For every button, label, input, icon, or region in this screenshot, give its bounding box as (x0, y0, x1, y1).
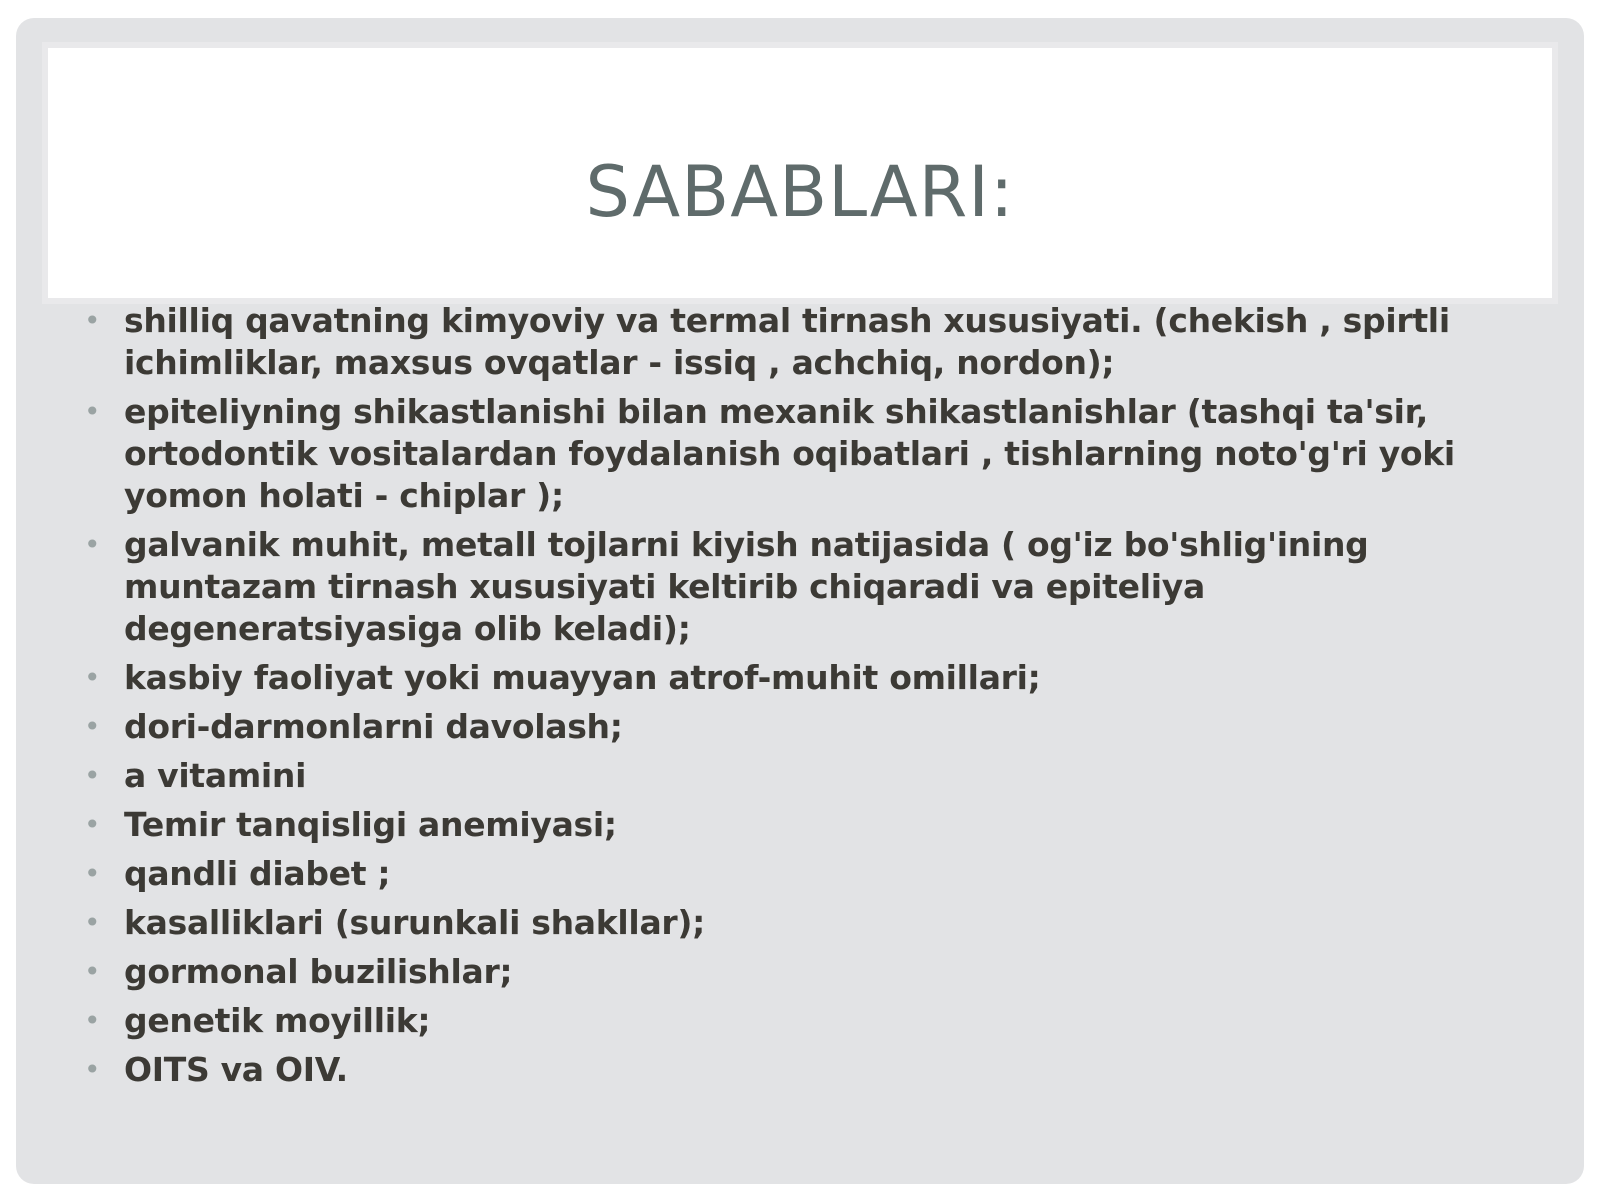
bullet-icon: • (84, 395, 101, 428)
bullet-item (72, 755, 1552, 797)
bullet-text: Temir tanqisligi anemiyasi; (124, 805, 617, 844)
bullet-item (72, 1000, 1552, 1042)
bullet-item (72, 804, 1552, 846)
bullet-item (72, 657, 1552, 699)
bullet-text: epiteliyning shikastlanishi bilan mexanik shikastlanishlar (tashqi ta'sir, ortodontik vositalardan foydalanish oqibatlari , tishlarning noto'g'ri yoki yomon holati - chiplar ); (124, 392, 1455, 515)
bullet-text: galvanik muhit, metall tojlarni kiyish natijasida ( og'iz bo'shlig'ining muntazam tirnash xususiyati keltirib chiqaradi va epiteliya degeneratsiyasiga olib keladi); (124, 525, 1369, 648)
bullet-item (72, 524, 1552, 650)
bullet-text: kasbiy faoliyat yoki muayyan atrof-muhit omillari; (124, 658, 1041, 697)
bullet-item (72, 1049, 1552, 1091)
bullet-list (72, 300, 1552, 1098)
bullet-text: shilliq qavatning kimyoviy va termal tirnash xususiyati. (chekish , spirtli ichimliklar, maxsus ovqatlar - issiq , achchiq, nordon); (124, 301, 1450, 382)
bullet-text: dori-darmonlarni davolash; (124, 707, 623, 746)
bullet-icon: • (84, 304, 101, 337)
bullet-icon: • (84, 906, 101, 939)
bullet-icon: • (84, 1053, 101, 1086)
bullet-text: genetik moyillik; (124, 1001, 431, 1040)
bullet-icon: • (84, 528, 101, 561)
bullet-icon: • (84, 955, 101, 988)
bullet-item (72, 853, 1552, 895)
bullet-item (72, 706, 1552, 748)
bullet-text: kasalliklari (surunkali shakllar); (124, 903, 706, 942)
bullet-text: a vitamini (124, 756, 307, 795)
bullet-icon: • (84, 808, 101, 841)
bullet-text: OITS va OIV. (124, 1050, 348, 1089)
bullet-icon: • (84, 710, 101, 743)
bullet-icon: • (84, 759, 101, 792)
slide (16, 18, 1584, 1184)
bullet-text: qandli diabet ; (124, 854, 391, 893)
bullet-item (72, 902, 1552, 944)
bullet-icon: • (84, 857, 101, 890)
title-box (48, 48, 1552, 298)
slide-title: SABABLARI: (585, 151, 1015, 233)
bullet-icon: • (84, 1004, 101, 1037)
bullet-item (72, 391, 1552, 517)
bullet-item (72, 951, 1552, 993)
bullet-text: gormonal buzilishlar; (124, 952, 513, 991)
bullet-icon: • (84, 661, 101, 694)
bullet-item (72, 300, 1552, 384)
